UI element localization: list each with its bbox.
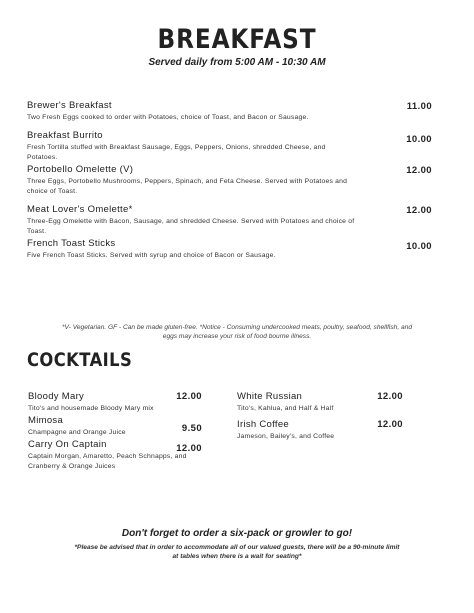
cocktail-item — [28, 391, 208, 414]
item-description: Three Eggs, Portobello Mushrooms, Peppers, Spinach, and Feta Cheese. Served with Potatoes and choice of Toast. — [27, 178, 348, 195]
menu-item — [27, 164, 432, 204]
item-description: Champagne and Orange Juice — [28, 429, 126, 436]
item-description: Jameson, Bailey's, and Coffee — [237, 433, 335, 440]
breakfast-hours: Served daily from 5:00 AM - 10:30 AM — [148, 57, 326, 68]
item-name: Carry On Captain — [28, 439, 107, 450]
item-price: 10.00 — [406, 241, 432, 252]
item-description: Tito's, Kahlua, and Half & Half — [237, 405, 334, 412]
item-description: Three-Egg Omelette with Bacon, Sausage, and shredded Cheese. Served with Potatoes and choice of Toast. — [27, 218, 355, 235]
item-name: Mimosa — [28, 415, 64, 426]
cocktails-title: COCKTAILS — [27, 349, 133, 371]
item-price: 12.00 — [377, 391, 403, 402]
item-price: 10.00 — [406, 134, 432, 145]
item-price: 9.50 — [181, 423, 202, 434]
cocktail-item — [237, 419, 407, 442]
cocktail-item — [28, 439, 208, 472]
item-price: 12.00 — [406, 205, 432, 216]
breakfast-title: BREAKFAST — [157, 24, 317, 55]
item-name: Bloody Mary — [28, 391, 85, 402]
item-description: Two Fresh Eggs cooked to order with Potatoes, choice of Toast, and Bacon or Sausage. — [27, 114, 309, 121]
item-name: Breakfast Burrito — [27, 130, 103, 141]
cocktail-item — [237, 391, 407, 414]
menu-item — [27, 100, 432, 130]
item-name: Brewer's Breakfast — [27, 100, 112, 111]
item-name: Portobello Omelette (V) — [27, 164, 134, 175]
cocktail-item — [28, 415, 208, 438]
item-name: Irish Coffee — [237, 419, 290, 430]
item-name: French Toast Sticks — [27, 238, 116, 249]
item-price: 12.00 — [406, 165, 432, 176]
menu-item — [27, 238, 432, 262]
menu-item — [27, 204, 432, 238]
seating-limit-notice: *Please be advised that in order to accommodate all of our valued guests, there will be a 90-minute limit at tables when there is a wait for seating* — [74, 544, 400, 560]
item-price: 12.00 — [176, 391, 202, 402]
dietary-notice: *V- Vegetarian. GF - Can be made gluten-free. *Notice - Consuming undercooked meats, poultry, seafood, shellfish, and eggs may increase your risk of food bourne illness. — [61, 324, 413, 340]
item-description: Captain Morgan, Amaretto, Peach Schnapps, and Cranberry & Orange Juices — [28, 453, 187, 470]
item-price: 12.00 — [176, 443, 202, 454]
breakfast-list — [27, 100, 432, 262]
item-price: 11.00 — [406, 101, 432, 112]
item-price: 12.00 — [377, 419, 403, 430]
item-description: Tito's and housemade Bloody Mary mix — [28, 405, 154, 412]
item-description: Five French Toast Sticks. Served with syrup and choice of Bacon or Sausage. — [27, 252, 276, 259]
item-name: White Russian — [237, 391, 303, 402]
item-description: Fresh Tortilla stuffed with Breakfast Sausage, Eggs, Peppers, Onions, shredded Cheese, and Potatoes. — [27, 144, 326, 161]
growler-promo: Don't forget to order a six-pack or growler to go! — [121, 528, 353, 539]
menu-item — [27, 130, 432, 164]
item-name: Meat Lover's Omelette* — [27, 204, 133, 215]
